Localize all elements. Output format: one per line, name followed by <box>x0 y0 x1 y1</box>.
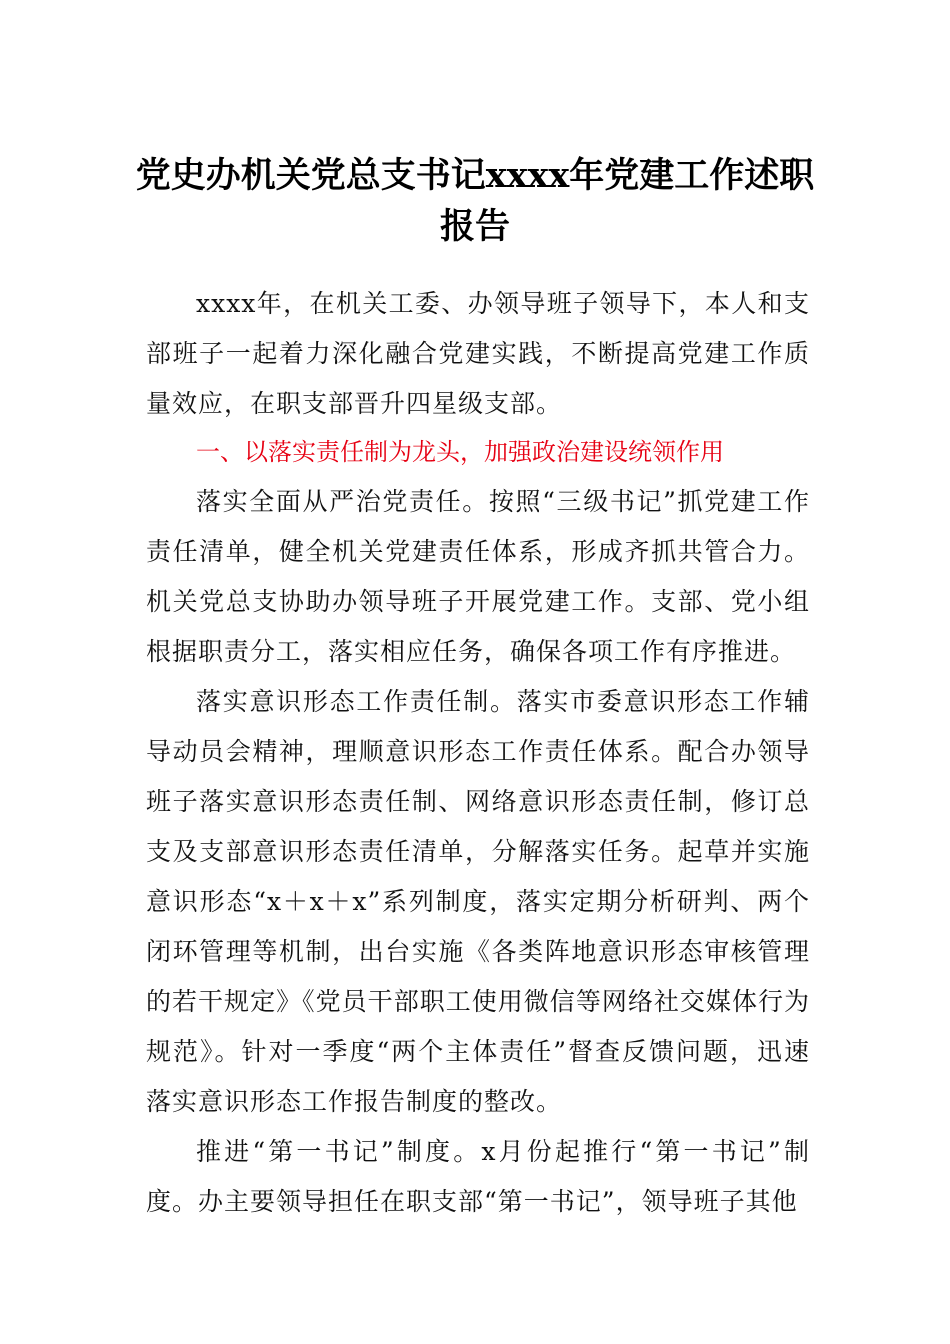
section-heading-1: 一、以落实责任制为龙头，加强政治建设统领作用 <box>196 438 724 466</box>
first-secretary-paragraph: 推进“第一书记”制度。x月份起推行“第一书记”制度。办主要领导担任在职支部“第一书记”，领导班子其他 <box>146 1137 810 1216</box>
document-title: 党史办机关党总支书记xxxx年党建工作述职报告 <box>135 155 815 247</box>
ideology-paragraph: 落实意识形态工作责任制。落实市委意识形态工作辅导动员会精神，理顺意识形态工作责任体系。配合办领导班子落实意识形态责任制、网络意识形态责任制，修订总支及支部意识形态责任清单，分解落实任务。起草并实施意识形态“x＋x＋x”系列制度，落实定期分析研判、两个闭环管理等机制，出台实施《各类阵地意识形态审核管理的若干规定》《党员干部职工使用微信等网络社交媒体行为规范》。针对一季度“两个主体责任”督查反馈问题，迅速落实意识形态工作报告制度的整改。 <box>146 687 810 1116</box>
responsibility-paragraph: 落实全面从严治党责任。按照“三级书记”抓党建工作责任清单，健全机关党建责任体系，形成齐抓共管合力。机关党总支协助办领导班子开展党建工作。支部、党小组根据职责分工，落实相应任务，确保各项工作有序推进。 <box>146 487 810 666</box>
intro-paragraph: xxxx年，在机关工委、办领导班子领导下，本人和支部班子一起着力深化融合党建实践，不断提高党建工作质量效应，在职支部晋升四星级支部。 <box>146 289 810 418</box>
